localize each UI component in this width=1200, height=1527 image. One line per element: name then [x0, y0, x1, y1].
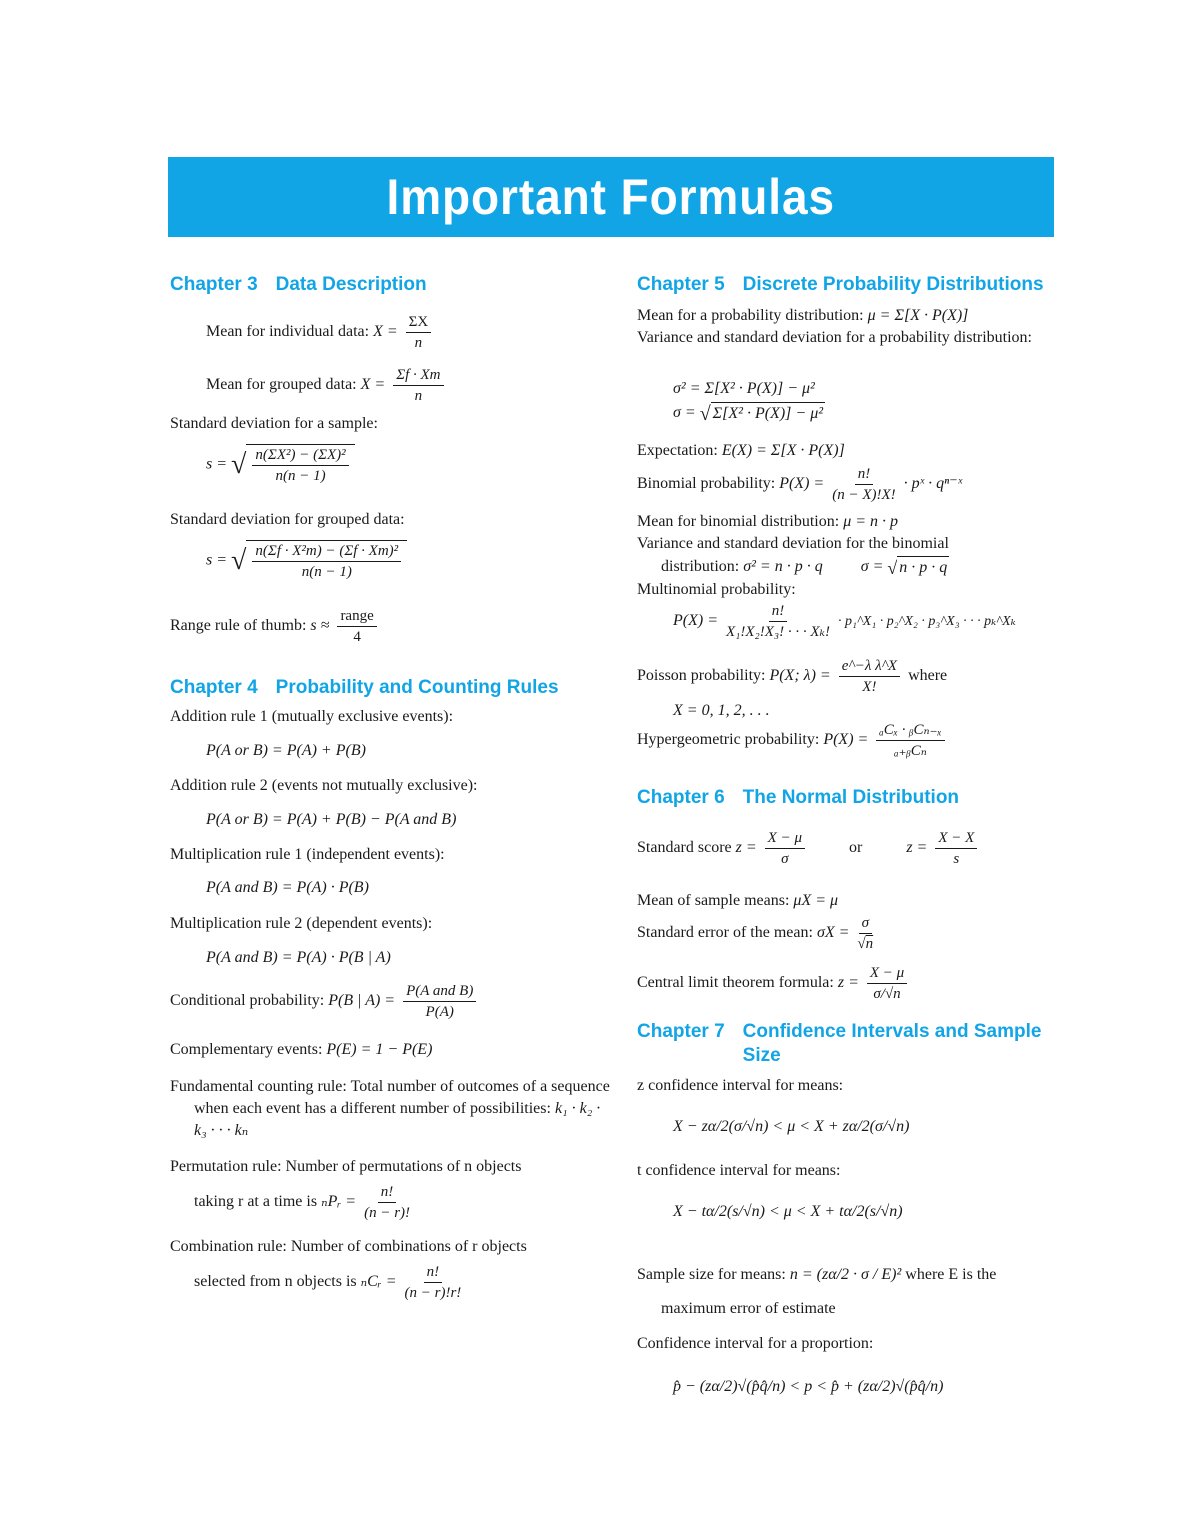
fundamental-counting-rule: Fundamental counting rule: Total number of outcomes of a sequence when each event has a different number of possibilities: k₁ · k₂ · k₃ · · · kₙ	[170, 1078, 610, 1139]
multinomial-formula: P(X) = $\frac{n!}{\text{X₁!X₂!X₃! · · · Xₖ!}}$ · p₁^X₁ · p₂^X₂ · p₃^X₃ · · · pₖ^Xₖ	[673, 603, 1016, 640]
central-limit-theorem: Central limit theorem formula: z = $\frac{X - \mu}{\sigma/√n}$	[637, 963, 911, 1004]
multiplication-rule-1-label: Multiplication rule 1 (independent events):	[170, 846, 445, 863]
z-ci-formula: X − zα/2(σ/√n) < μ < X + zα/2(σ/√n)	[673, 1118, 910, 1135]
standard-score: Standard score z = $\frac{X - \mu}{\sigma}$ or z = $\frac{X - X}{s}$	[637, 828, 981, 869]
addition-rule-2-label: Addition rule 2 (events not mutually exclusive):	[170, 777, 478, 794]
proportion-ci-formula: p̂ − (zα/2)√(p̂q̂/n) < p < p̂ + (zα/2)√(p̂q̂/n)	[673, 1378, 944, 1395]
variance-formula: σ² = Σ[X² · P(X)] − μ²	[673, 380, 815, 397]
mean-individual: Mean for individual data: X = $\frac{\Sigma X}{n}$	[206, 312, 435, 353]
binomial-mean: Mean for binomial distribution: μ = n · p	[637, 513, 899, 530]
combination-rule-formula: selected from n objects is ₙCᵣ = $\frac{n!}{(n - r)!r!}$	[194, 1264, 462, 1301]
sample-size: Sample size for means: n = (zα/2 · σ / E)² where E is the	[637, 1266, 997, 1283]
mean-sample-means: Mean of sample means: μX = μ	[637, 892, 839, 909]
sd-grouped-formula: s = √ $\frac{\text{n(Σf · X²m) − (Σf · Xm)²}}{n(n - 1)}$	[206, 540, 407, 582]
chapter-4-heading: Chapter 4 Probability and Counting Rules	[170, 677, 559, 698]
multinomial-label: Multinomial probability:	[637, 581, 796, 598]
sd-grouped-label: Standard deviation for grouped data:	[170, 511, 405, 528]
sd-sample-label: Standard deviation for a sample:	[170, 415, 378, 432]
binomial-probability: Binomial probability: P(X) = $\frac{n!}{(n - X)!X!}$ · pˣ · qⁿ⁻ˣ	[637, 466, 963, 503]
poisson-probability: Poisson probability: P(X; λ) = $\frac{\text{e\textasciicircum{}−λ λ\textasciicircum{}X}}{X!}$ where	[637, 658, 948, 695]
page-title: Important Formulas	[386, 169, 836, 225]
z-ci-label: z confidence interval for means:	[637, 1077, 844, 1094]
permutation-rule-text: Permutation rule: Number of permutations of n objects	[170, 1158, 522, 1175]
fraction: $\frac{\Sigma X}{n}$	[406, 312, 432, 353]
multiplication-rule-2-formula: P(A and B) = P(A) · P(B | A)	[206, 949, 391, 966]
multiplication-rule-2-label: Multiplication rule 2 (dependent events):	[170, 915, 433, 932]
range-rule: Range rule of thumb: s ≈ $\frac{\text{range}}{4}$	[170, 606, 381, 647]
mean-probability-distribution: Mean for a probability distribution: μ = Σ[X · P(X)]	[637, 307, 969, 324]
multiplication-rule-1-formula: P(A and B) = P(A) · P(B)	[206, 879, 369, 896]
complementary-events: Complementary events: P(E) = 1 − P(E)	[170, 1041, 433, 1058]
addition-rule-2-formula: P(A or B) = P(A) + P(B) − P(A and B)	[206, 811, 457, 828]
variance-text: Variance and standard deviation for a probability distribution:	[637, 329, 1032, 346]
poisson-condition: X = 0, 1, 2, . . .	[673, 702, 770, 719]
chapter-number: Chapter 3	[170, 274, 258, 295]
t-ci-formula: X − tα/2(s/√n) < μ < X + tα/2(s/√n)	[673, 1203, 903, 1220]
hypergeometric-probability: Hypergeometric probability: P(X) = $\frac{\text{ₐCₓ · ᵦCₙ₋ₓ}}{\text{ₐ₊ᵦCₙ}}$	[637, 720, 949, 761]
fraction: $\frac{\Sigma f \cdot Xm}{n}$	[393, 365, 443, 406]
title-banner	[168, 157, 1054, 237]
conditional-probability: Conditional probability: P(B | A) = $\frac{\text{P(A and B)}}{P(A)}$	[170, 981, 480, 1022]
chapter-title: Data Description	[275, 274, 427, 295]
permutation-rule-formula: taking r at a time is ₙPᵣ = $\frac{n!}{(n - r)!}$	[194, 1184, 411, 1221]
chapter-7-heading: Chapter 7 Confidence Intervals and Sample Size	[637, 1021, 1042, 1066]
chapter-5-heading: Chapter 5 Discrete Probability Distributions	[637, 274, 1044, 295]
addition-rule-1-formula: P(A or B) = P(A) + P(B)	[206, 742, 366, 759]
expectation: Expectation: E(X) = Σ[X · P(X)]	[637, 442, 845, 459]
combination-rule-text: Combination rule: Number of combinations of r objects	[170, 1238, 527, 1255]
chapter-3-heading	[170, 273, 427, 297]
addition-rule-1-label: Addition rule 1 (mutually exclusive events):	[170, 708, 454, 725]
sd-formula: σ = √ Σ[X² · P(X)] − μ²	[673, 402, 824, 425]
sample-size-cont: maximum error of estimate	[661, 1300, 836, 1317]
standard-error: Standard error of the mean: σX = $\frac{\sigma}{√n}$	[637, 915, 874, 952]
sd-sample-formula: s = √ $\frac{\text{n(ΣX²) − (ΣX)²}}{n(n - 1)}$	[206, 444, 355, 486]
chapter-6-heading: Chapter 6 The Normal Distribution	[637, 787, 960, 808]
t-ci-label: t confidence interval for means:	[637, 1162, 841, 1179]
mean-grouped: Mean for grouped data: X = $\frac{\Sigma f \cdot Xm}{n}$	[206, 365, 448, 406]
binomial-variance-formula: distribution: σ² = n · p · q σ = √ n · p · q	[661, 557, 948, 578]
binomial-variance-text: Variance and standard deviation for the binomial	[637, 535, 949, 552]
proportion-ci-label: Confidence interval for a proportion:	[637, 1335, 874, 1352]
